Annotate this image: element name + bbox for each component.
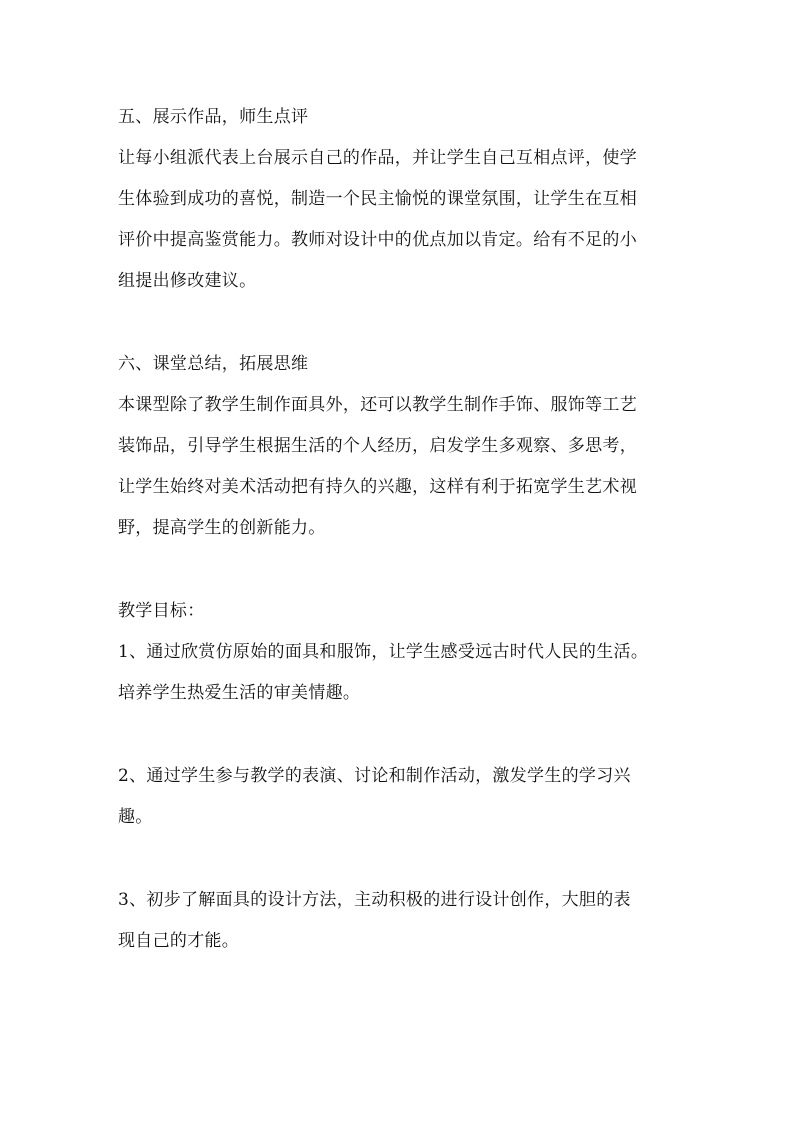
paragraph-line: 趣。 bbox=[118, 807, 153, 827]
paragraph-line: 组提出修改建议。 bbox=[118, 271, 257, 291]
section-heading: 六、课堂总结，拓展思维 bbox=[118, 354, 309, 374]
paragraph-line: 培养学生热爱生活的审美情趣。 bbox=[118, 683, 361, 703]
paragraph-line: 野，提高学生的创新能力。 bbox=[118, 518, 326, 538]
section-heading: 五、展示作品，师生点评 bbox=[118, 107, 309, 127]
paragraph-line: 装饰品，引导学生根据生活的个人经历，启发学生多观察、多思考， bbox=[118, 436, 637, 456]
paragraph-line: 3、初步了解面具的设计方法，主动积极的进行设计创作，大胆的表 bbox=[118, 890, 631, 910]
paragraph-line: 评价中提高鉴赏能力。教师对设计中的优点加以肯定。给有不足的小 bbox=[118, 230, 637, 250]
paragraph-line: 本课型除了教学生制作面具外，还可以教学生制作手饰、服饰等工艺 bbox=[118, 395, 637, 415]
paragraph-line: 1、通过欣赏仿原始的面具和服饰，让学生感受远古时代人民的生活。 bbox=[118, 642, 649, 662]
paragraph-line: 生体验到成功的喜悦，制造一个民主愉悦的课堂氛围，让学生在互相 bbox=[118, 189, 637, 209]
paragraph-line: 让每小组派代表上台展示自己的作品，并让学生自己互相点评，使学 bbox=[118, 148, 637, 168]
paragraph-line: 现自己的才能。 bbox=[118, 931, 240, 951]
section-heading: 教学目标： bbox=[118, 601, 205, 621]
paragraph-line: 2、通过学生参与教学的表演、讨论和制作活动，激发学生的学习兴 bbox=[118, 766, 631, 786]
paragraph-line: 让学生始终对美术活动把有持久的兴趣，这样有利于拓宽学生艺术视 bbox=[118, 477, 637, 497]
